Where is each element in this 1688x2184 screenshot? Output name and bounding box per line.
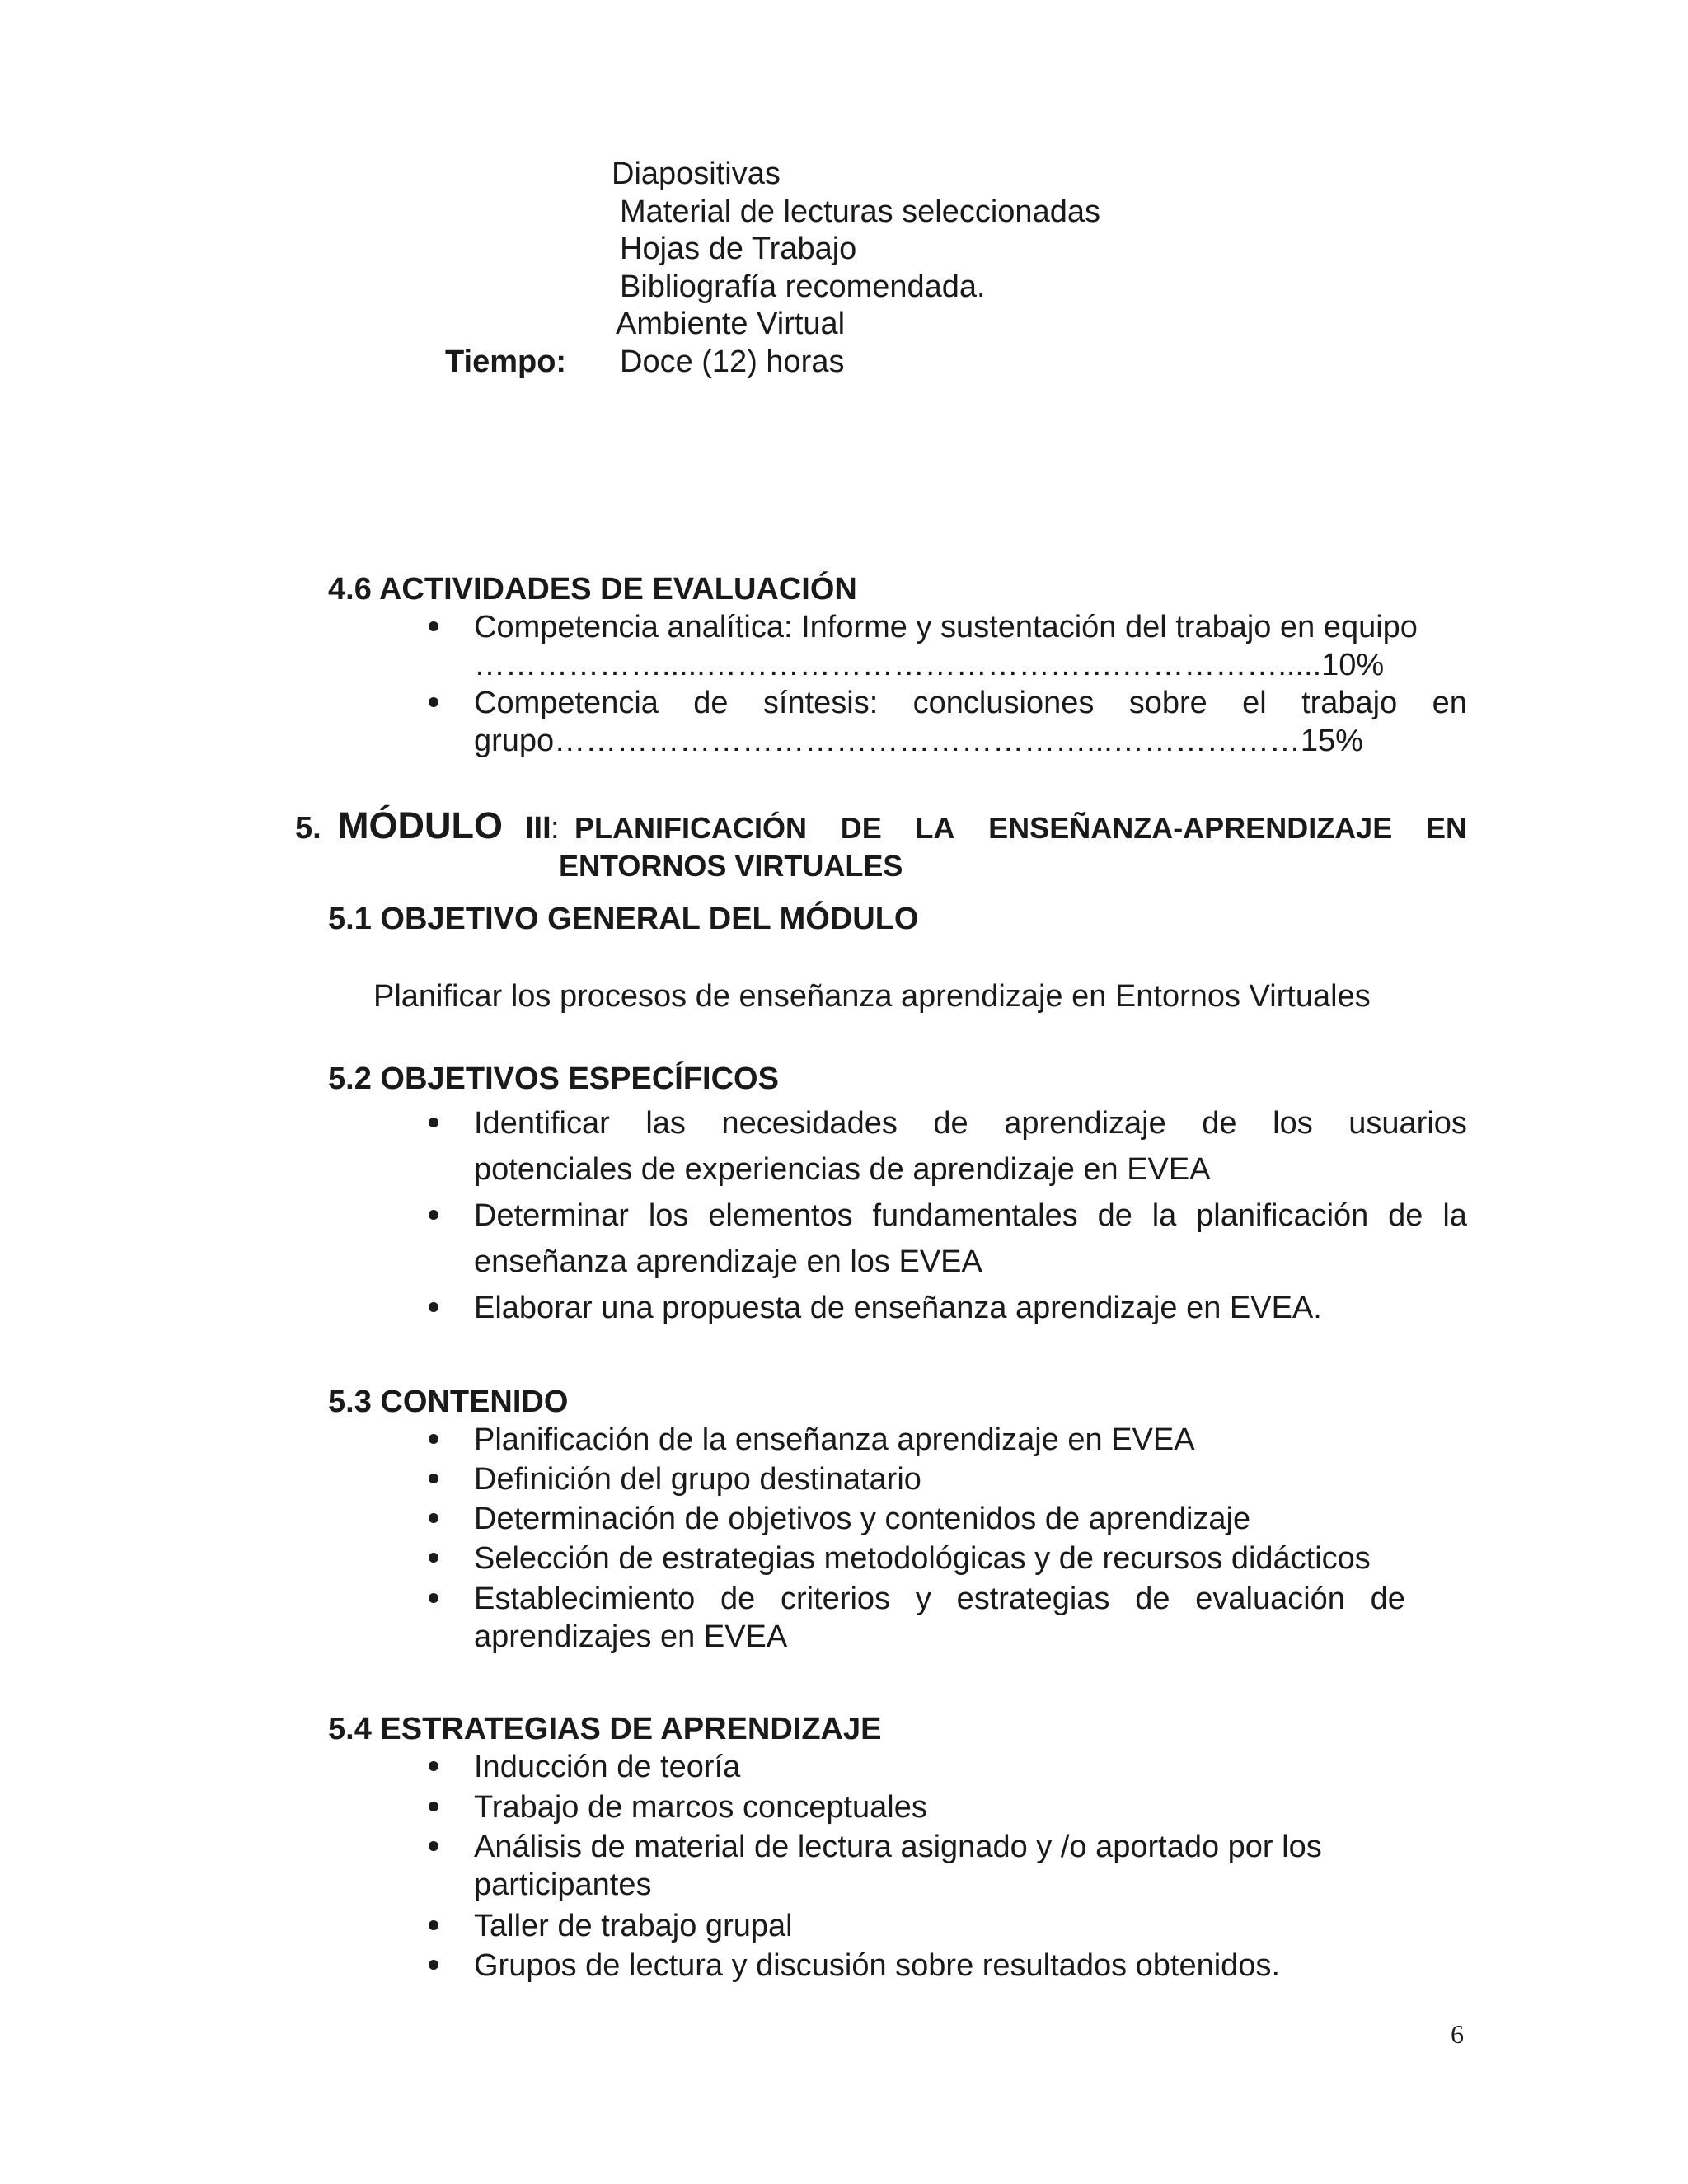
module-title-line1: PLANIFICACIÓN DE LA ENSEÑANZA-APRENDIZAJE EN (574, 811, 1467, 845)
resource-item: Ambiente Virtual (616, 307, 846, 341)
bullet (429, 1960, 438, 1970)
bullet (429, 1593, 438, 1603)
module-title-big: MÓDULO (338, 804, 503, 846)
list-item-justified: Identificar las necesidades de aprendizaje de los usuarios (474, 1106, 1467, 1141)
list-item: Definición del grupo destinatario (474, 1462, 921, 1497)
section-heading-5-2: 5.2 OBJETIVOS ESPECÍFICOS (328, 1062, 779, 1096)
list-item-continuation: enseñanza aprendizaje en los EVEA (474, 1244, 982, 1279)
time-label: Tiempo: (445, 344, 567, 379)
bullet (429, 1761, 438, 1771)
section-heading-5-1: 5.1 OBJETIVO GENERAL DEL MÓDULO (328, 902, 919, 936)
list-item-continuation: aprendizajes en EVEA (474, 1619, 788, 1654)
list-item-justified: Establecimiento de criterios y estrategias de evaluación de (474, 1582, 1405, 1616)
bullet (429, 1802, 438, 1811)
list-item: Taller de trabajo grupal (474, 1909, 793, 1943)
list-item: Análisis de material de lectura asignado y /o aportado por los (474, 1830, 1322, 1864)
list-item: Determinación de objetivos y contenidos de aprendizaje (474, 1502, 1251, 1536)
paragraph: Planificar los procesos de enseñanza aprendizaje en Entornos Virtuales (373, 979, 1371, 1014)
list-item-continuation: ……………….....………………………………….…………….....10% (474, 648, 1385, 682)
bullet (429, 1118, 438, 1127)
list-item-justified: Competencia de síntesis: conclusiones sobre el trabajo en (474, 686, 1467, 720)
section-heading-4-6: 4.6 ACTIVIDADES DE EVALUACIÓN (328, 572, 857, 607)
module-title-line2: ENTORNOS VIRTUALES (559, 849, 903, 883)
list-item: Planificación de la enseñanza aprendizaje en EVEA (474, 1422, 1195, 1457)
list-item-justified: Determinar los elementos fundamentales de la planificación de la (474, 1198, 1467, 1233)
module-colon: : (551, 811, 560, 846)
bullet (429, 1434, 438, 1444)
bullet (429, 1210, 438, 1220)
list-item: Elaborar una propuesta de enseñanza aprendizaje en EVEA. (474, 1291, 1322, 1325)
list-item: Trabajo de marcos conceptuales (474, 1790, 927, 1825)
bullet (429, 1920, 438, 1930)
page-number: 6 (1451, 2019, 1464, 2049)
bullet (429, 1513, 438, 1523)
resource-item: Diapositivas (612, 157, 781, 191)
bullet (429, 1553, 438, 1563)
list-item: Grupos de lectura y discusión sobre resultados obtenidos. (474, 1948, 1280, 1983)
bullet (429, 1474, 438, 1483)
section-heading-5-3: 5.3 CONTENIDO (328, 1385, 569, 1419)
resource-item: Bibliografía recomendada. (620, 269, 986, 304)
resource-item: Material de lecturas seleccionadas (620, 194, 1100, 229)
module-number: 5. (295, 811, 321, 846)
bullet (429, 697, 438, 707)
bullet (429, 621, 438, 631)
list-item-continuation: participantes (474, 1868, 652, 1902)
bullet (429, 1841, 438, 1851)
module-roman: III (525, 811, 551, 846)
list-item-continuation: grupo……………………………………………...………………15% (474, 724, 1363, 758)
bullet (429, 1302, 438, 1312)
section-heading-5-4: 5.4 ESTRATEGIAS DE APRENDIZAJE (328, 1712, 882, 1746)
list-item: Inducción de teoría (474, 1750, 741, 1784)
list-item-continuation: potenciales de experiencias de aprendizaje en EVEA (474, 1152, 1211, 1187)
list-item: Competencia analítica: Informe y sustentación del trabajo en equipo (474, 610, 1418, 644)
list-item: Selección de estrategias metodológicas y de recursos didácticos (474, 1541, 1371, 1576)
time-value: Doce (12) horas (620, 344, 845, 379)
resource-item: Hojas de Trabajo (620, 232, 857, 266)
